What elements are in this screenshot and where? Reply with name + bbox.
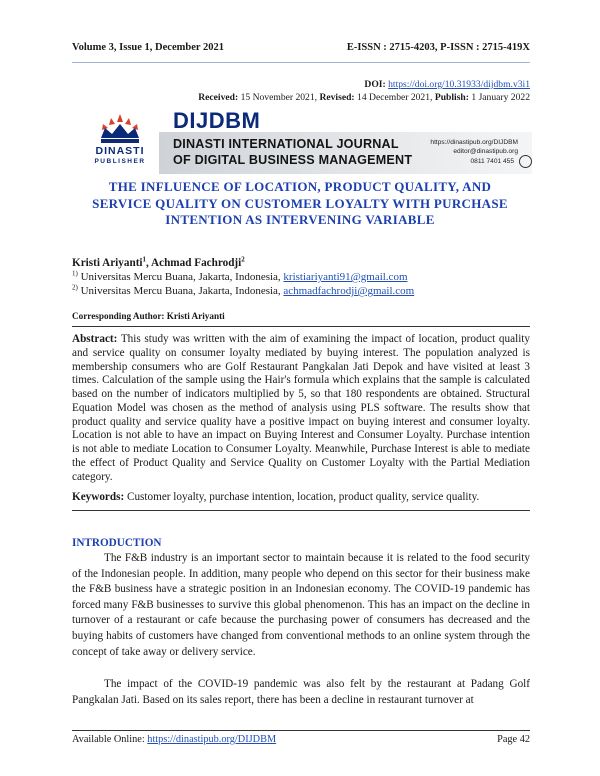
journal-acronym: DIJDBM	[173, 108, 261, 133]
footer-divider	[72, 730, 530, 731]
journal-name-line1: DINASTI INTERNATIONAL JOURNAL	[173, 137, 399, 151]
keywords	[72, 491, 530, 505]
running-header-right: E-ISSN : 2715-4203, P-ISSN : 2715-419X	[346, 42, 530, 53]
header-divider	[72, 62, 530, 63]
publish-date: 1 January 2022	[471, 92, 530, 103]
journal-phone: 0811 7401 455	[470, 158, 514, 165]
keywords-label: Keywords:	[72, 491, 125, 503]
publish-label: Publish:	[434, 92, 469, 103]
whatsapp-icon	[519, 155, 532, 168]
doi-link[interactable]: https://doi.org/10.31933/dijdbm.v3i1	[388, 79, 530, 90]
email-link[interactable]: achmadfachrodji@gmail.com	[283, 285, 415, 297]
abstract-label: Abstract:	[72, 333, 118, 345]
email-link[interactable]: kristiariyanti91@gmail.com	[283, 271, 408, 283]
dates-line: Received: 15 November 2021, Revised: 14 December 2021, Publish: 1 January 2022	[198, 92, 530, 103]
aff-text: Universitas Mercu Buana, Jakarta, Indonesia,	[77, 271, 284, 283]
aff-sup: 2)	[72, 283, 78, 292]
journal-name-line2: OF DIGITAL BUSINESS MANAGEMENT	[173, 153, 413, 167]
footer-label: Available Online:	[72, 734, 148, 745]
logo-wordmark: DINASTI	[95, 145, 145, 157]
revised-date: 14 December 2021	[357, 92, 431, 103]
affiliation-1	[72, 270, 408, 284]
author-name: Kristi Ariyanti	[72, 257, 143, 269]
author-sup: 2	[241, 255, 245, 264]
author-separator: ,	[146, 257, 152, 269]
corresponding-author: Corresponding Author: Kristi Ariyanti	[72, 311, 225, 321]
abstract-bottom-rule	[72, 510, 530, 511]
affiliation-2	[72, 284, 414, 298]
journal-url: https://dinastipub.org/DIJDBM	[430, 139, 518, 146]
intro-paragraph-2: The impact of the COVID-19 pandemic was also felt by the restaurant at Padang Golf Pangkalan Jati. Based on its sales report, there has been a decline in restaurant turnover at	[72, 678, 530, 706]
abstract-top-rule	[72, 326, 530, 327]
page-number: Page 42	[497, 734, 530, 745]
intro-paragraph-1: The F&B industry is an important sector to maintain because it is related to the food security of the Indonesian people. In addition, many people who depend on this sector for their business make the F&B business have a strategic position in an Indonesian economy. The COVID-19 pandemic has forced many F&B businesses to survive this global phenomenon. This has an impact on the decline in turnover of a restaurant or cafe because the purchasing power of consumers has decreased and the buying habits of customers have changed from conventional methods to an online system through the concept of take away or delivery service.	[72, 552, 530, 658]
journal-email: editor@dinastipub.org	[453, 148, 518, 155]
logo-subword: PUBLISHER	[94, 158, 146, 165]
doi-line	[364, 79, 530, 91]
running-header-left: Volume 3, Issue 1, December 2021	[72, 42, 224, 53]
received-label: Received:	[198, 92, 239, 103]
abstract	[72, 333, 530, 484]
author-name: Achmad Fachrodji	[151, 257, 242, 269]
journal-banner	[75, 108, 532, 174]
revised-label: Revised:	[319, 92, 355, 103]
author-sup: 1	[142, 255, 147, 264]
section-heading: INTRODUCTION	[72, 537, 162, 549]
aff-sup: 1)	[72, 269, 78, 278]
author-list	[72, 257, 245, 269]
paper-title: THE INFLUENCE OF LOCATION, PRODUCT QUALITY, AND SERVICE QUALITY ON CUSTOMER LOYALTY WITH PURCHASE INTENTION AS INTERVENING VARIABLE	[92, 179, 508, 227]
footer-availability	[72, 734, 276, 745]
footer-link[interactable]: https://dinastipub.org/DIJDBM	[147, 734, 277, 745]
abstract-text: This study was written with the aim of examining the impact of location, product quality and service quality on consumer loyalty mediated by buying interest. The population analyzed is membership consumers who are Golf Restaurant Pangkalan Jati Depok and have visited at least 3 times. Calculation of the sample using the Hair's formula which explains that the sample is calculated based on the number of indicators multiplied by 5, so that 180 respondents are obtained. Structural Equation Model was chosen as the method of analysis using PLS software. The results show that product quality and service quality have a positive impact on buying interest and consumer loyalty. Location is not able to have an impact on Buying Interest and Consumer Loyalty. Purchase intention is not able to mediate Location to Consumer Loyalty. Meanwhile, Purchase Interest is able to mediate the effect of Product Quality and Service Quality on Customer Loyalty with the Partial Mediation category.	[72, 333, 530, 483]
keywords-text: Customer loyalty, purchase intention, location, product quality, service quality.	[124, 491, 480, 503]
doi-label: DOI:	[364, 79, 386, 90]
aff-text: Universitas Mercu Buana, Jakarta, Indonesia,	[77, 285, 284, 297]
received-date: 15 November 2021	[240, 92, 315, 103]
